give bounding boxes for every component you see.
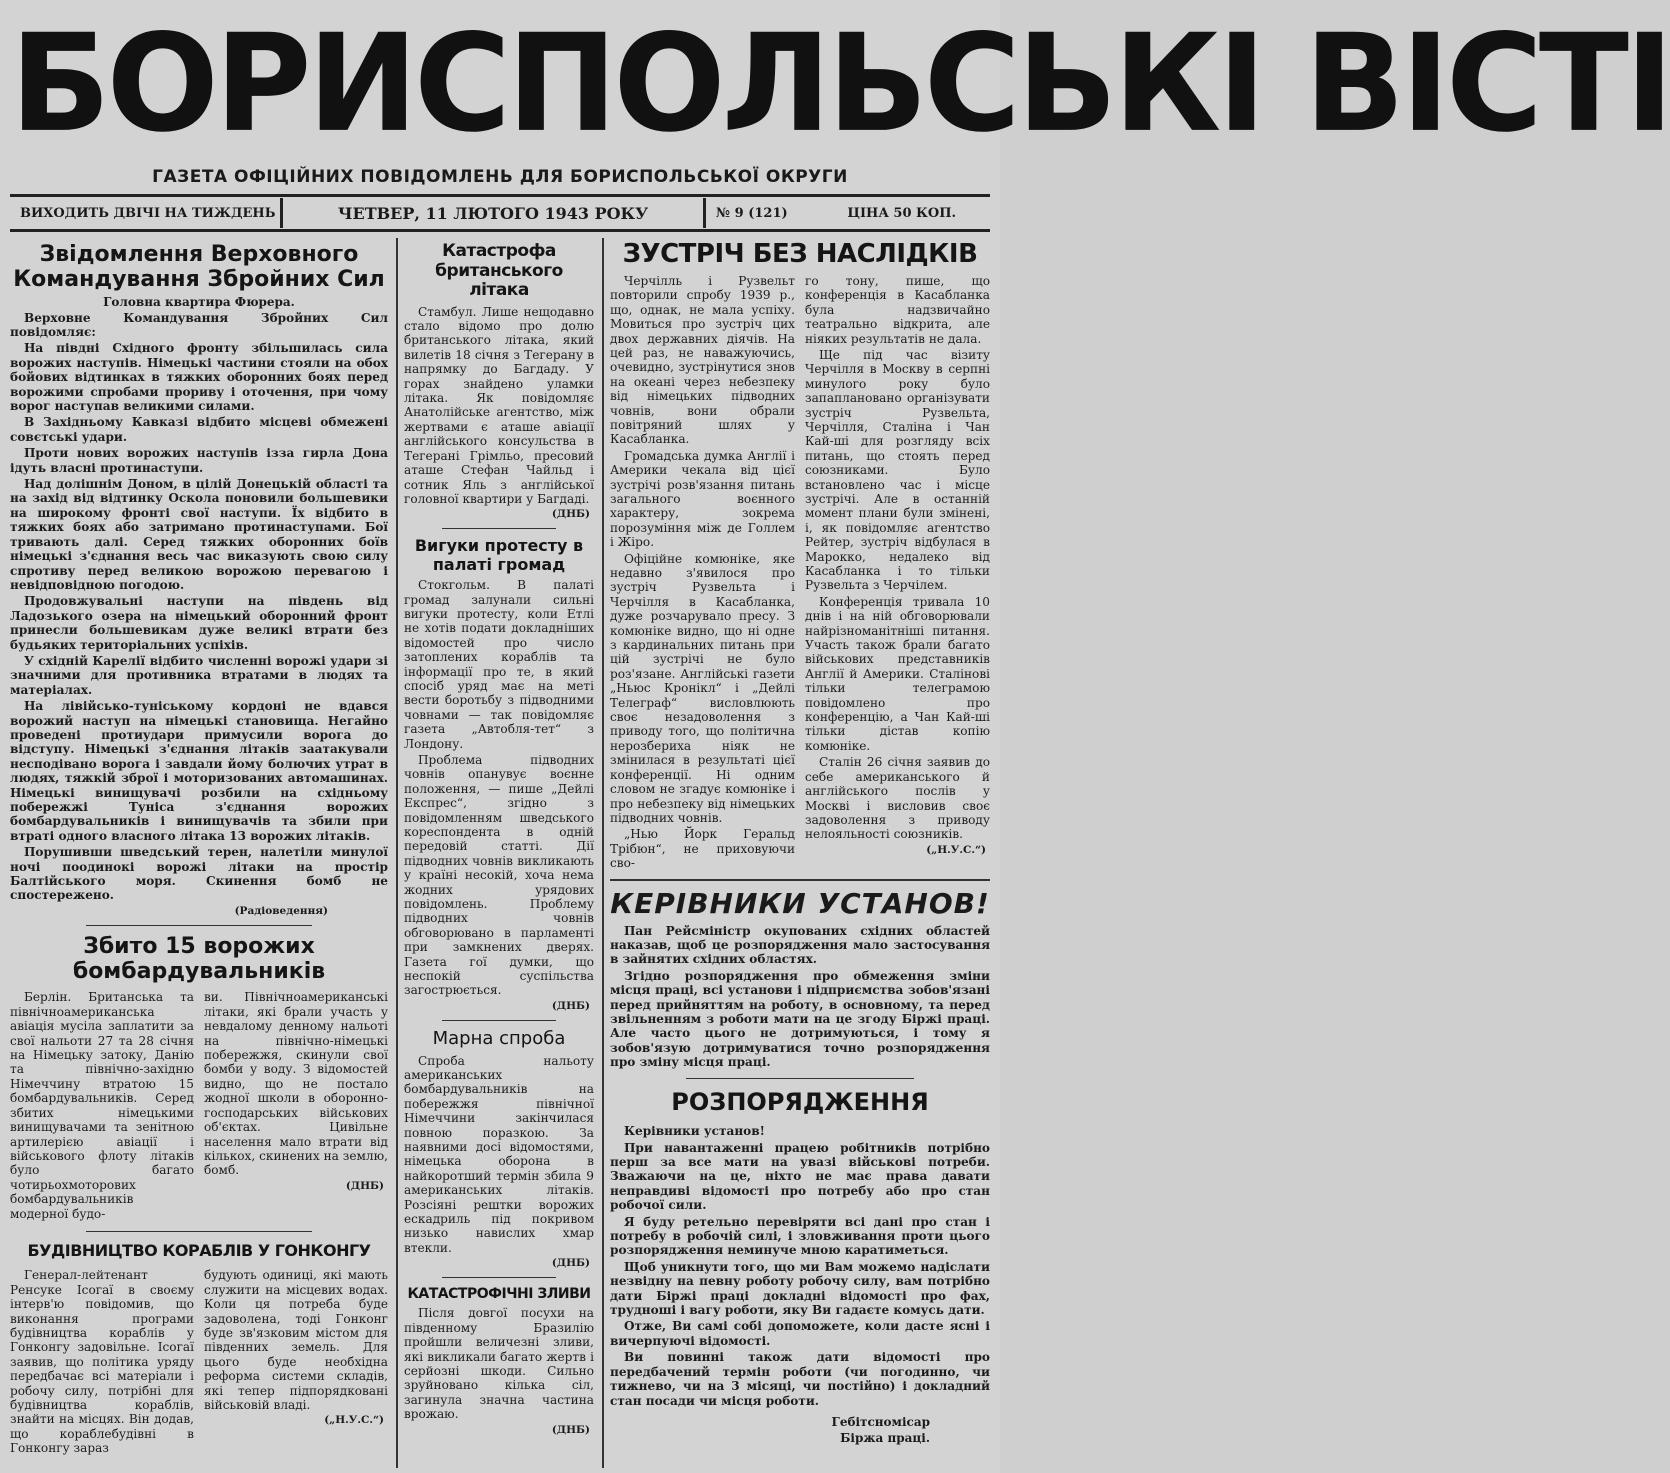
source-label: (ДНБ) bbox=[551, 1423, 590, 1436]
paragraph: Сталін 26 січня заявив до себе американського й англійського послів у Москві і висловив своє задоволення з приводу нелояльності союзників. bbox=[805, 755, 990, 842]
paragraph: В Західньому Кавказі відбито місцеві обмежені совєтські удари. bbox=[10, 415, 388, 444]
paragraph: ви. Північноамериканські літаки, які брали участь у невдалому денному нальоті на північно-німецькі побережжя, скинули свої бомби у воду. З відомостей видно, що не постало жодної школи в оборонно-господарських військових об'єктах. Цивільне населення мало втрати від кількох, скинених на землю, бомб. bbox=[204, 990, 388, 1178]
headline-report: Звідомлення Верховного Командування Збройних Сил bbox=[13, 242, 385, 293]
source-label: („Н.У.С.“) bbox=[324, 1414, 384, 1427]
source-label: (ДНБ) bbox=[551, 999, 590, 1012]
issue-price: ЦІНА 50 КОП. bbox=[847, 205, 956, 221]
divider bbox=[610, 879, 990, 881]
paragraph: Проблема підводних човнів опанувує воєнне положення, — пише „Дейлі Експрес“, згідно з повідомленням шведського кореспондента в одній передовій статті. Дії підводних човнів викликають у країні несокій, хоча нема жодних урядових повідомлень. Проблему підводних човнів обговорювано в парламенті при замкнених дверях. Газета гої думки, що неспокій суспільства загострюється. bbox=[404, 752, 594, 998]
paragraph: Порушивши шведський терен, налетіли минулої ночі поодинокі ворожі літаки на простір Балтійського моря. Скинення бомб не спостережено. bbox=[10, 845, 388, 903]
paragraph: Громадська думка Англії і Америки чекала від цієї зустрічі розв'язання питань загального воєнного характеру, зокрема порозуміння між де Голлем і Жіро. bbox=[610, 448, 795, 550]
column-left bbox=[10, 238, 388, 1468]
issue-number: № 9 (121) bbox=[716, 205, 788, 221]
paragraph: Після довгої посухи на південному Бразилію пройшли величезні зливи, які викликали багато жертв і серйозні шкоди. Сильно зруйновано кілька сіл, загинула значна частина врожаю. bbox=[404, 1306, 594, 1422]
meeting-body bbox=[610, 274, 990, 873]
paragraph: При навантаженні працею робітників потрібно перш за все мати на увазі військові потреби. Зважаючи на це, ніхто не має права давати неправдиві відомості про потребу або про стан робочої сили. bbox=[610, 1140, 990, 1213]
paragraph: Генерал-лейтенант Ренсуке Ісогаї в своєму інтерв'ю повідомив, що виконання програми будівництва кораблів у Гонконгу задовільне. Ісогаї заявив, що політика уряду передбачає всі матеріали і робочу силу, потрібні для будівництва кораблів, знайти на місцях. Він додав, що кораблебудівні в Гонконгу зараз bbox=[10, 1268, 194, 1456]
headline-order: РОЗПОРЯДЖЕННЯ bbox=[671, 1087, 929, 1116]
ships-body bbox=[10, 1268, 388, 1457]
paragraph: Верховне Командування Збройних Сил повідомляє: bbox=[10, 310, 388, 339]
column-rule bbox=[602, 238, 604, 1468]
paragraph: Згідно розпорядження про обмеження зміни місця праці, всі установи і підприємства зобов'язані перед прийняттям на роботу, в основному, та перед звільненням з роботи мати на це згоду Біржі праці. Але часто цього не дотримуються, і тому я зобов'язую дотримуватися точно розпорядження про зміну місця праці. bbox=[610, 968, 990, 1070]
divider bbox=[442, 1020, 556, 1021]
source-label: (ДНБ) bbox=[345, 1179, 384, 1192]
headline-attempt: Марна спроба bbox=[432, 1027, 566, 1049]
headline-crash: Катастрофа британського літака bbox=[435, 241, 563, 301]
paragraph: Продовжувальні наступи на південь від Ладозького озера на німецький оборонний фронт принесли большевикам дуже великі втрати без будьяких територіальних успіхів. bbox=[10, 594, 388, 652]
paragraph: Стокгольм. В палаті громад залунали сильні вигуки протесту, коли Етлі не хотів подати докладніших відомостей про число затоплених кораблів та інформації про те, в який спосіб уряд має на меті вести боротьбу з підводними човнами — так повідомляє газета „Автобля-тет“ з Лондону. bbox=[404, 578, 594, 751]
divider bbox=[686, 1078, 914, 1079]
column-right bbox=[610, 238, 990, 1468]
paragraph: Пан Рейсміністр окупованих східних областей наказав, щоб це розпорядження мало застосування в зайнятих східних областях. bbox=[610, 923, 990, 967]
paragraph: Стамбул. Лише нещодавно стало відомо про долю британського літака, який вилетів 18 січня з Тегерану в напрямку до Багдаду. У горах знайдено уламки літака. Як повідомляє Анатолійське агентство, між жертвами є аташе авіації англійського консульства в Тегерані Грімльо, пресовий аташе Стефан Чайльд і сотник Яль з англійської головної квартири у Багдаді. bbox=[404, 304, 594, 506]
info-bar bbox=[10, 194, 990, 232]
headline-meeting: ЗУСТРІЧ БЕЗ НАСЛІДКІВ bbox=[622, 239, 978, 269]
paragraph: У східній Карелії відбито численні ворожі удари зі значними для противника втратами в людях та матеріалах. bbox=[10, 653, 388, 697]
paragraph: го тону, пише, що конференція в Касабланка була надзвичайно театрально відкрита, але ніяких результатів не дала. bbox=[805, 273, 990, 346]
paragraph: Отже, Ви самі собі допоможете, коли дасте ясні і вичерпуючі відомості. bbox=[610, 1319, 990, 1348]
paragraph: Офіційне комюніке, яке недавно з'явилося про зустріч Рузвельта і Черчілля в Касабланка, дуже розчарувало пресу. З комюніке видно, що ні одне з кардинальних питань при цій зустрічі не було роз'язане. Англійські газети „Ньюс Кронікл“ і „Дейлі Телеграф“ висловлюють своє незадоволення з приводу того, що політична нерозбериха ніяк не змінилася в результаті цієї конференції. Ні одним словом не згадує комюніке і про небезпеку від німецьких підводних човнів. bbox=[610, 551, 795, 825]
signature-title: Гебітсномісар bbox=[831, 1414, 930, 1429]
headline-managers: КЕРІВНИКИ УСТАНОВ! bbox=[610, 886, 990, 920]
headline-protest: Вигуки протесту в палаті громад bbox=[414, 536, 584, 574]
paragraph: Керівники установ! bbox=[624, 1124, 765, 1139]
paragraph: Черчілль і Рузвельт повторили спробу 1939 р., що, однак, не мала успіху. Мовиться про зустріч цих двох державних діячів. На цей раз, не наважуючись, очевидно, зустрінутися знов на океані через небезпеку від німецьких підводних човнів, вони обрали повітряний шлях у Касабланка. bbox=[610, 273, 795, 447]
paragraph: Над долішнім Доном, в цілій Донецькій області та на захід від відтинку Оскола поновили большевики на широкому фронті свої наступи. Їх відбито в тяжких боях або затримано протинаступами. Бої тривають далі. Серед тяжких оборонних боїв німецькі з'єднання весь час виказують свою силу спротиву перед великою ворожою перевагою і невідповідною погодою. bbox=[10, 477, 388, 592]
paragraph: Спроба нальоту американських бомбардувальників на побережжя північної Німеччини закінчилася повною поразкою. За наявними досі відомостями, німецька оборона в найкоротший термін збила 9 американських літаків. Розсіяні рештки ворожих ескадриль під покривом низько навислих хмар втекли. bbox=[404, 1053, 594, 1255]
divider bbox=[86, 1231, 313, 1232]
paragraph: Щоб уникнути того, що ми Вам можемо надіслати незвідну на певну роботу робочу силу, вам потрібно дати Біржі праці докладні відомості про фах, трудноші і вагу роботи, яку Ви гадаєте комусь дати. bbox=[610, 1259, 990, 1318]
masthead-title: БОРИСПОЛЬСЬКІ ВІСТІ bbox=[10, 5, 1670, 163]
signature-office: Біржа праці. bbox=[840, 1430, 930, 1445]
bombers-body bbox=[10, 990, 388, 1223]
dateline-report: Головна квартира Фюрера. bbox=[103, 294, 295, 309]
divider bbox=[442, 1277, 556, 1278]
headline-rains: КАТАСТРОФІЧНІ ЗЛИВИ bbox=[407, 1286, 591, 1303]
source-label: (ДНБ) bbox=[551, 1257, 590, 1270]
headline-ships: БУДІВНИЦТВО КОРАБЛІВ У ГОНКОНГУ bbox=[27, 1240, 371, 1260]
column-rule bbox=[396, 238, 398, 1468]
divider bbox=[442, 528, 556, 529]
paragraph: Проти нових ворожих наступів ізза гирла Дона ідуть власні протинаступи. bbox=[10, 446, 388, 475]
frequency-label: ВИХОДИТЬ ДВІЧІ НА ТИЖДЕНЬ bbox=[20, 205, 276, 221]
paragraph: „Нью Йорк Геральд Трібюн“, не приховуючи сво- bbox=[610, 827, 795, 871]
paragraph: На півдні Східного фронту збільшилась сила ворожих наступів. Німецькі частини стояли на обох бойових відтинках в тяжких оборонних боях перед ворожими спробами прориву і оточення, при чому ворог наступав великими силами. bbox=[10, 341, 388, 414]
paragraph: Берлін. Британська та північноамериканська авіація мусіла заплатити за свої нальоти 27 та 28 січня на Німецьку затоку, Данію та північно-західню Німеччину втратою 15 бомбардувальників. Серед збитих німецькими винищувачами та зенітною артилерією авіації і військового флоту літаків було багато чотирьохмоторових бомбардувальників модерної будо- bbox=[10, 990, 194, 1221]
divider bbox=[86, 925, 313, 926]
columns-area bbox=[10, 238, 990, 1468]
paragraph: будують одиниці, які мають служити на місцевих водах. Коли ця потреба буде задоволена, тоді Гонконг буде зв'язковим містом для південних земель. Для цього буде необхідна реформа системи складів, які тепер підпорядковані військовій владі. bbox=[204, 1268, 388, 1412]
source-label: (Радіоведення) bbox=[234, 904, 328, 917]
column-middle bbox=[404, 238, 594, 1468]
source-label: (ДНБ) bbox=[551, 508, 590, 521]
headline-bombers: Збито 15 ворожих бомбардувальників bbox=[72, 933, 326, 985]
source-label: („Н.У.С.“) bbox=[926, 843, 986, 856]
paragraph: Ви повинні також дати відомості про передбачений термін роботи (чи погодинно, чи тижнево, чи на 3 місяці, чи постійно) і докладний стан посади чи місця роботи. bbox=[610, 1350, 990, 1408]
paragraph: На лівійсько-туніському кордоні не вдався ворожий наступ на німецькі становища. Негайно проведені протиудари примусили ворога до відступу. Німецькі з'єднання літаків заатакували несподівано ворога і завдали йому болючих утрат в людях, тяжкій зброї і моторизованих автомашинах. Німецькі винищувачі розбили на східньому побережжі Туніса з'єднання ворожих бомбардувальників і винищувачів та збили при втраті одного власного літака 13 ворожих літаків. bbox=[10, 699, 388, 843]
masthead-subtitle: ГАЗЕТА ОФІЦІЙНИХ ПОВІДОМЛЕНЬ ДЛЯ БОРИСПОЛЬСЬКОЇ ОКРУГИ bbox=[152, 167, 848, 187]
paragraph: Ще під час візиту Черчілля в Москву в серпні минулого року було запаплановано організувати зустріч Рузвельта, Черчілля, Сталіна і Чан Кай-ші для розгляду всіх питань, що стоять перед союзниками. Було встановлено час і місце зустрічі. Але в останній момент плани були змінені, і, як повідомляє агентство Рейтер, зустріч відбулася в Марокко, недалеко від Касабланка і то тільки Рузвельта з Черчілем. bbox=[805, 347, 990, 593]
issue-date: ЧЕТВЕР, 11 ЛЮТОГО 1943 РОКУ bbox=[337, 203, 649, 223]
paragraph: Конференція тривала 10 днів і на ній обговорювали найрізноманітніші питання. Участь також брали багато військових представників Англії й Америки. Сталінові тільки телеграмою повідомлено про конференцію, а Чан Кай-ші тільки дістав копію комюніке. bbox=[805, 594, 990, 753]
paragraph: Я буду ретельно перевіряти всі дані про стан і потребу в робочій силі, і зловживання проти цього розпорядження неминуче мною каратиметься. bbox=[610, 1214, 990, 1258]
